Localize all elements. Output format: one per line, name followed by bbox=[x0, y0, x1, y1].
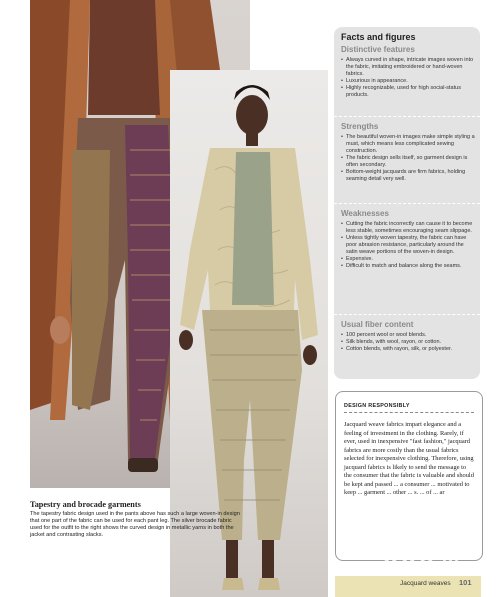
facts-title: Facts and figures bbox=[341, 32, 416, 42]
section-weaknesses bbox=[341, 209, 475, 270]
section-heading: Distinctive features bbox=[341, 45, 415, 54]
section-heading: Usual fiber content bbox=[341, 320, 414, 329]
page-number: 101 bbox=[459, 578, 472, 587]
section-usual-fiber-content bbox=[341, 320, 475, 353]
bullet-item: • Difficult to match and balance along the seams. bbox=[341, 263, 475, 270]
bullet-item: • The beautiful woven-in images make simple styling a must, which means less complicated sewing construction. bbox=[341, 134, 475, 155]
bullet-list bbox=[341, 57, 475, 99]
photo-caption bbox=[30, 500, 240, 539]
bullet-item: • Always curved in shape, intricate images woven into the fabric, imitating embroidered or hand-woven fabrics. bbox=[341, 57, 475, 78]
section-strengths bbox=[341, 122, 475, 183]
design-divider bbox=[344, 412, 474, 413]
bullet-item: • Highly recognizable, used for high social-status products. bbox=[341, 85, 475, 99]
bullet-list bbox=[341, 332, 475, 353]
bullet-item: • Expensive. bbox=[341, 256, 475, 263]
section-heading: Weaknesses bbox=[341, 209, 389, 218]
watermark-text: WWW ... bbox=[382, 546, 460, 566]
section-heading: Strengths bbox=[341, 122, 379, 131]
facts-panel bbox=[334, 27, 480, 379]
bullet-list bbox=[341, 221, 475, 270]
bullet-item: • Cotton blends, with rayon, silk, or polyester. bbox=[341, 346, 475, 353]
bullet-item: • 100 percent wool or wool blends. bbox=[341, 332, 475, 339]
bullet-list bbox=[341, 134, 475, 183]
design-heading: DESIGN RESPONSIBLY bbox=[344, 403, 410, 409]
section-divider bbox=[334, 203, 480, 204]
bullet-item: • Luxurious in appearance. bbox=[341, 78, 475, 85]
caption-body: The tapestry fabric design used in the pants above has such a large woven-in design that one part of the fabric can be used for each pant leg. The silver brocade fabric used for the outfit to the right shows the curved design in metallic yarns in both the jacket and contrasting slacks. bbox=[30, 511, 240, 538]
bullet-item: • Cutting the fabric incorrectly can cause it to become less stable, sometimes encouraging seam slippage. bbox=[341, 221, 475, 235]
section-distinctive-features bbox=[341, 45, 475, 99]
section-divider bbox=[334, 314, 480, 315]
section-divider bbox=[334, 116, 480, 117]
bullet-item: • Unless tightly woven tapestry, the fabric can have poor abrasion resistance, particularly around the satin weave portions of the woven-in design. bbox=[341, 235, 475, 256]
bullet-item: • Silk blends, with wool, rayon, or cotton. bbox=[341, 339, 475, 346]
design-body: Jacquard weave fabrics impart elegance and a feeling of investment in the clothing. Rarely, if ever, used in inexpensive "fast fashion," jacquard fabrics are more costly than the usual fabrics selected for inexpensive clothing. Therefore, using jacquard fabrics is likely to send the message to the consumer that the fabric is valuable and should be kept and passed ... a consumer ... motivated to keep ... garment ... other ... s. ... of ... ar bbox=[344, 421, 474, 496]
caption-title: Tapestry and brocade garments bbox=[30, 500, 141, 509]
design-responsibly-box bbox=[335, 391, 483, 561]
running-footer-label: Jacquard weaves bbox=[400, 580, 451, 587]
bullet-item: • Bottom-weight jacquards are firm fabrics, holding seaming detail very well. bbox=[341, 169, 475, 183]
bullet-item: • The fabric design sells itself, so garment design is often secondary. bbox=[341, 155, 475, 169]
